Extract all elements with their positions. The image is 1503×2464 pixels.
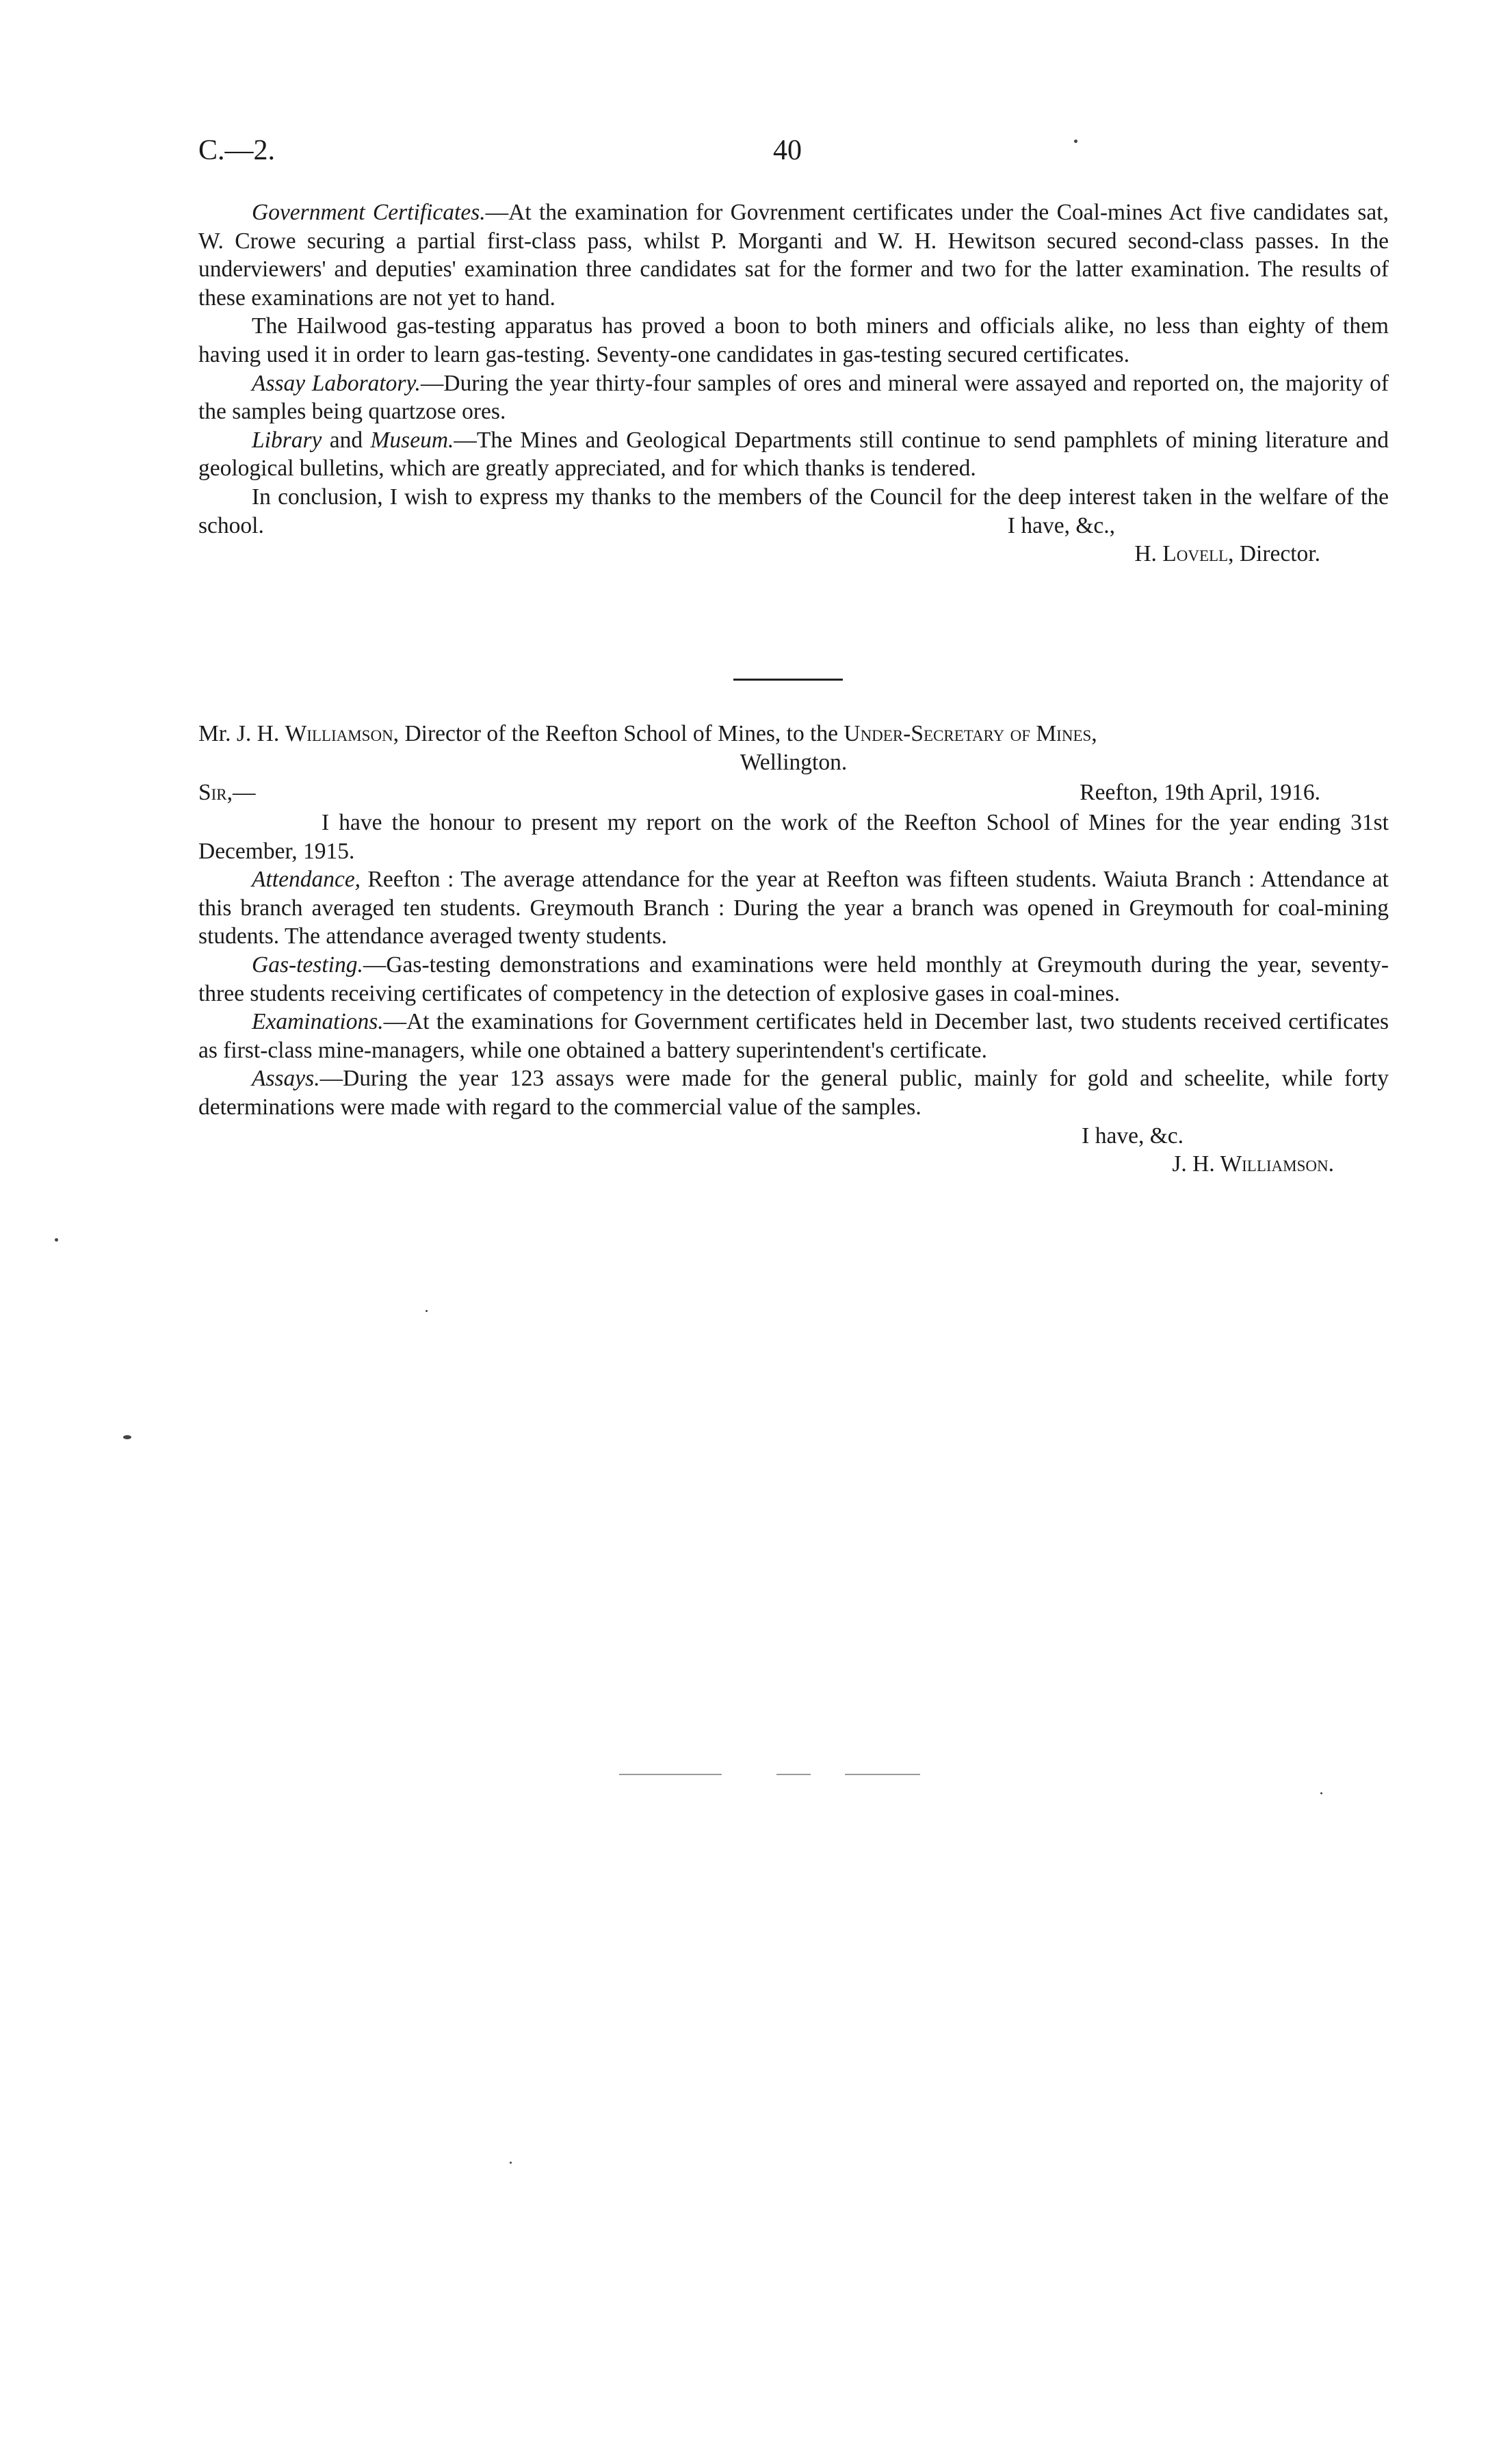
paragraph-heading: Attendance, bbox=[252, 867, 361, 893]
date-line: Reefton, 19th April, 1916. bbox=[1080, 780, 1320, 805]
report-2-heading: Mr. J. H. Williamson, Director of the Reefton School of Mines, to the Under-Secretary of Mines, Wellington. bbox=[198, 720, 1389, 776]
faint-rule bbox=[845, 1774, 920, 1775]
report-1-closing: I have, &c., bbox=[1007, 512, 1115, 538]
speck bbox=[55, 1238, 58, 1242]
paragraph-heading: Library bbox=[252, 427, 322, 453]
section-divider bbox=[733, 679, 843, 681]
speck bbox=[426, 1310, 428, 1312]
paragraph-heading: Assays. bbox=[252, 1066, 320, 1092]
report-1-paragraph-library: Library and Museum.—The Mines and Geological Departments still continue to send pamphlets of mining literature and geological bulletins, which are greatly appreciated, and for which thanks is tendered. bbox=[198, 427, 1389, 482]
paragraph-heading: Government Certificates. bbox=[252, 200, 486, 225]
report-2-paragraph-assays: Assays.—During the year 123 assays were made for the general public, mainly for gold and scheelite, while forty determinations were made with regard to the commercial value of the samples. bbox=[198, 1066, 1389, 1120]
report-2-paragraph-gas-testing: Gas-testing.—Gas-testing demonstrations and examinations were held monthly at Greymouth during the year, seventy-three students receiving certificates of competency in the detection of explosive gases in coal-mines. bbox=[198, 952, 1389, 1006]
paragraph-heading: Gas-testing. bbox=[252, 952, 363, 978]
report-1-body bbox=[198, 198, 1389, 568]
report-1-signature: H. Lovell, Director. bbox=[1134, 541, 1320, 567]
report-1-paragraph-certificates: Government Certificates.—At the examination for Govrenment certificates under the Coal-mines Act five candidates sat, W. Crowe securing a partial first-class pass, whilst P. Morganti and W. H. Hewitson secured second-class passes. In the underviewers' and deputies' examination three candidates sat for the former and two for the latter examination. The results of these examinations are not yet to hand. bbox=[198, 200, 1389, 311]
report-1-paragraph-hailwood: The Hailwood gas-testing apparatus has proved a boon to both miners and officials alike, no less than eighty of them having used it in order to learn gas-testing. Seventy-one candidates in gas-testing secured certificates. bbox=[198, 313, 1389, 367]
faint-rule bbox=[776, 1774, 811, 1775]
faint-rule bbox=[619, 1774, 722, 1775]
speck bbox=[1320, 1792, 1322, 1794]
speck bbox=[123, 1435, 131, 1439]
paragraph-heading: Assay Laboratory. bbox=[252, 370, 421, 396]
page-number: 40 bbox=[773, 135, 802, 166]
salutation-row bbox=[198, 780, 1389, 809]
report-2-signature: J. H. Williamson. bbox=[1172, 1151, 1334, 1177]
paragraph-heading: Examinations. bbox=[252, 1009, 384, 1035]
report-2-paragraph-examinations: Examinations.—At the examinations for Government certificates held in December last, two students received certificates as first-class mine-managers, while one obtained a battery superintendent's certificate. bbox=[198, 1009, 1389, 1063]
report-1-paragraph-assay: Assay Laboratory.—During the year thirty-four samples of ores and mineral were assayed and reported on, the majority of the samples being quartzose ores. bbox=[198, 370, 1389, 425]
speck bbox=[510, 2162, 512, 2164]
heading-place: Wellington. bbox=[740, 749, 848, 775]
paragraph-heading: Museum. bbox=[370, 427, 454, 453]
report-2-paragraph-attendance: Attendance, Reefton : The average attendance for the year at Reefton was fifteen students. Waiuta Branch : Attendance at this branch averaged ten students. Greymouth Branch : During the year a branch was opened in Greymouth for coal-mining students. The attendance averaged twenty students. bbox=[198, 867, 1389, 949]
document-reference: C.—2. bbox=[198, 135, 276, 166]
report-1-paragraph-conclusion: In conclusion, I wish to express my thanks to the members of the Council for the deep interest taken in the welfare of the school. bbox=[198, 484, 1389, 538]
report-2-body bbox=[198, 809, 1389, 1179]
salutation: Sir,— bbox=[198, 780, 256, 805]
report-2-paragraph-intro: I have the honour to present my report on the work of the Reefton School of Mines for the year ending 31st December, 1915. bbox=[198, 810, 1389, 864]
speck bbox=[1074, 140, 1077, 143]
report-2-closing: I have, &c. bbox=[1082, 1123, 1184, 1149]
